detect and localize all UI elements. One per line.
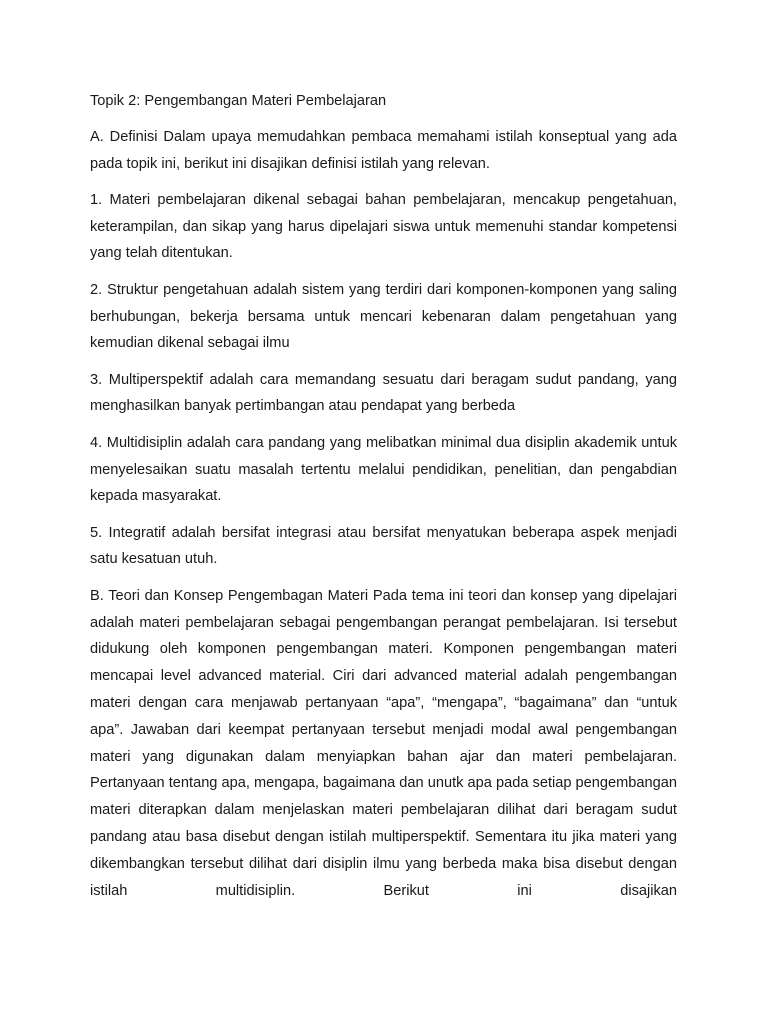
- paragraph-item-2: 2. Struktur pengetahuan adalah sistem yang terdiri dari komponen-komponen yang saling berhubungan, bekerja bersama untuk mencari kebenaran dalam pengetahuan yang kemudian dikenal sebagai ilmu: [90, 281, 677, 352]
- paragraph-item-4: 4. Multidisiplin adalah cara pandang yang melibatkan minimal dua disiplin akademik untuk menyelesaikan suatu masalah tertentu melalui pendidikan, penelitian, dan pengabdian kepada masyarakat.: [90, 434, 677, 505]
- paragraph-item-3: 3. Multiperspektif adalah cara memandang sesuatu dari beragam sudut pandang, yang menghasilkan banyak pertimbangan atau pendapat yang berbeda: [90, 371, 677, 415]
- paragraph-item-1: 1. Materi pembelajaran dikenal sebagai bahan pembelajaran, mencakup pengetahuan, keterampilan, dan sikap yang harus dipelajari siswa untuk memenuhi standar kompetensi yang telah ditentukan.: [90, 191, 677, 262]
- document-body: [90, 88, 677, 914]
- paragraph-definisi: A. Definisi Dalam upaya memudahkan pembaca memahami istilah konseptual yang ada pada topik ini, berikut ini disajikan definisi istilah yang relevan.: [90, 128, 677, 172]
- paragraph-item-5: 5. Integratif adalah bersifat integrasi atau bersifat menyatukan beberapa aspek menjadi satu kesatuan utuh.: [90, 524, 677, 568]
- paragraph-teori-konsep: B. Teori dan Konsep Pengembagan Materi Pada tema ini teori dan konsep yang dipelajari adalah materi pembelajaran sebagai pengembangan perangat pembelajaran. Isi tersebut didukung oleh komponen pengembangan materi. Komponen pengembangan materi mencapai level advanced material. Ciri dari advanced material adalah pengembangan materi dengan cara menjawab pertanyaan “apa”, “mengapa”, “bagaimana” dan “untuk apa”. Jawaban dari keempat pertanyaan tersebut menjadi modal awal pengembangan materi yang digunakan dalam menyiapkan bahan ajar dan materi pembelajaran. Pertanyaan tentang apa, mengapa, bagaimana dan unutk apa pada setiap pengembangan materi diterapkan dalam menjelaskan materi pembelajaran dilihat dari beragam sudut pandang atau basa disebut dengan istilah multiperspektif. Sementara itu jika materi yang dikembangkan tersebut dilihat dari disiplin ilmu yang berbeda maka bisa disebut dengan istilah multidisiplin. Berikut ini disajikan: [90, 587, 677, 899]
- document-title: Topik 2: Pengembangan Materi Pembelajaran: [90, 93, 387, 109]
